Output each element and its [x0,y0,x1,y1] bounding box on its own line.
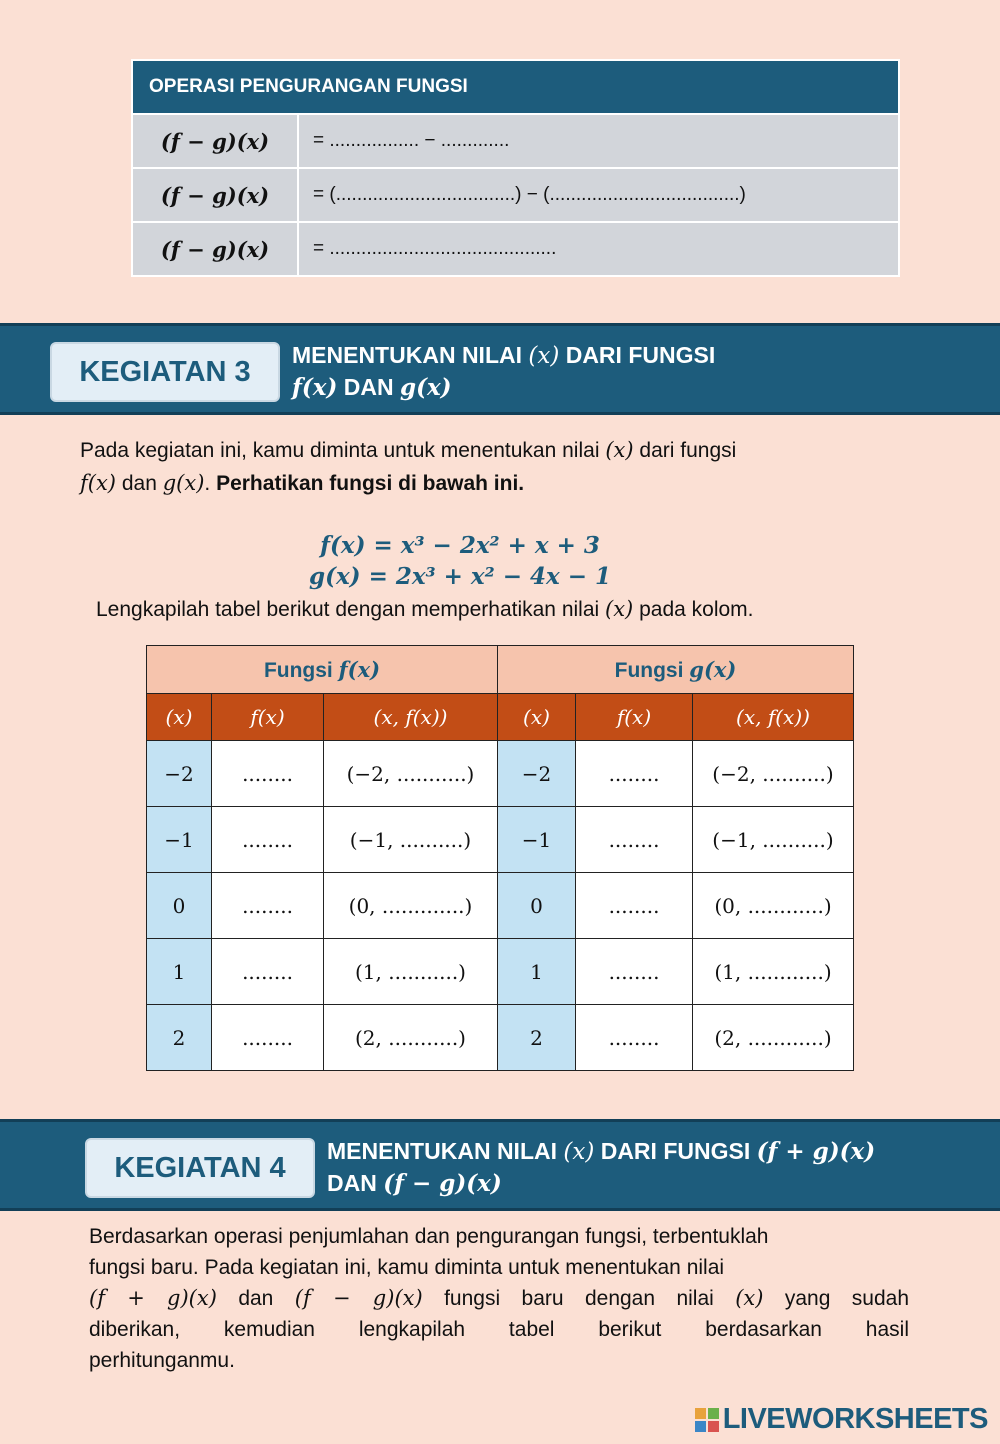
x-cell: 0 [147,873,212,939]
answer-cell[interactable]: (1, ...........) [324,939,498,1005]
kegiatan3-instruction: Lengkapilah tabel berikut dengan memperhatikan nilai (x) pada kolom. [96,597,754,621]
x-cell: −2 [498,741,576,807]
kegiatan4-intro: Berdasarkan operasi penjumlahan dan pengurangan fungsi, terbentuklah fungsi baru. Pada kegiatan ini, kamu diminta untuk menentukan nilai (f + g)(x) dan (f − g)(x) fungsi baru dengan nilai (x) yang sudah diberikan, kemudian lengkapilah tabel berikut berdasarkan hasil perhitunganmu. [89,1225,909,1372]
table-row [147,873,854,939]
group-header-g: Fungsi g(x) [498,646,854,694]
answer-cell[interactable]: ........ [212,741,324,807]
equation-f: f(x) = x³ − 2x² + x + 3 [320,532,600,559]
x-cell: −2 [147,741,212,807]
answer-cell[interactable]: ........ [212,873,324,939]
answer-cell[interactable]: (−2, ...........) [324,741,498,807]
answer-cell[interactable]: (0, ............) [693,873,854,939]
x-cell: 2 [498,1005,576,1071]
liveworksheets-logo: LIVEWORKSHEETS [695,1403,988,1436]
x-cell: −1 [498,807,576,873]
kegiatan3-badge: KEGIATAN 3 [50,342,280,402]
answer-cell[interactable]: (−1, ..........) [693,807,854,873]
logo-icon [695,1408,719,1432]
table-row [147,807,854,873]
ops-table [131,59,900,277]
answer-cell[interactable]: ........ [212,1005,324,1071]
answer-cell[interactable]: (2, ...........) [324,1005,498,1071]
answer-cell[interactable]: (0, .............) [324,873,498,939]
ops-table-title: OPERASI PENGURANGAN FUNGSI [132,60,899,114]
ops-row-value[interactable]: = ................. − ............. [298,114,899,168]
kegiatan4-banner [0,1119,1000,1211]
answer-cell[interactable]: ........ [576,1005,693,1071]
x-cell: 1 [498,939,576,1005]
values-table [146,645,854,1071]
x-cell: 0 [498,873,576,939]
col-header: f(x) [212,694,324,741]
table-row [147,939,854,1005]
answer-cell[interactable]: ........ [212,807,324,873]
ops-row-label: (f − g)(x) [132,168,298,222]
ops-row-value[interactable]: = ........................................... [298,222,899,276]
equation-g: g(x) = 2x³ + x² − 4x − 1 [309,563,611,590]
col-header: f(x) [576,694,693,741]
answer-cell[interactable]: ........ [576,741,693,807]
kegiatan4-badge: KEGIATAN 4 [85,1138,315,1198]
kegiatan3-title: MENENTUKAN NILAI (x) DARI FUNGSI f(x) DAN g(x) [292,342,716,401]
col-header: (x) [498,694,576,741]
col-header: (x, f(x)) [693,694,854,741]
answer-cell[interactable]: (1, ............) [693,939,854,1005]
x-cell: 2 [147,1005,212,1071]
answer-cell[interactable]: (−1, ..........) [324,807,498,873]
x-cell: −1 [147,807,212,873]
kegiatan3-intro: Pada kegiatan ini, kamu diminta untuk menentukan nilai (x) dari fungsi f(x) dan g(x). Perhatikan fungsi di bawah ini. [80,438,737,495]
col-header: (x) [147,694,212,741]
table-row [147,1005,854,1071]
ops-row-label: (f − g)(x) [132,222,298,276]
group-header-f: Fungsi f(x) [147,646,498,694]
answer-cell[interactable]: ........ [576,873,693,939]
ops-row-value[interactable]: = (..................................) − (....................................) [298,168,899,222]
answer-cell[interactable]: ........ [212,939,324,1005]
answer-cell[interactable]: (−2, ..........) [693,741,854,807]
x-cell: 1 [147,939,212,1005]
answer-cell[interactable]: ........ [576,939,693,1005]
answer-cell[interactable]: ........ [576,807,693,873]
kegiatan4-title: MENENTUKAN NILAI (x) DARI FUNGSI (f + g)(x) DAN (f − g)(x) [327,1138,876,1197]
table-row [147,741,854,807]
col-header: (x, f(x)) [324,694,498,741]
answer-cell[interactable]: (2, ............) [693,1005,854,1071]
ops-row-label: (f − g)(x) [132,114,298,168]
kegiatan3-banner [0,323,1000,415]
